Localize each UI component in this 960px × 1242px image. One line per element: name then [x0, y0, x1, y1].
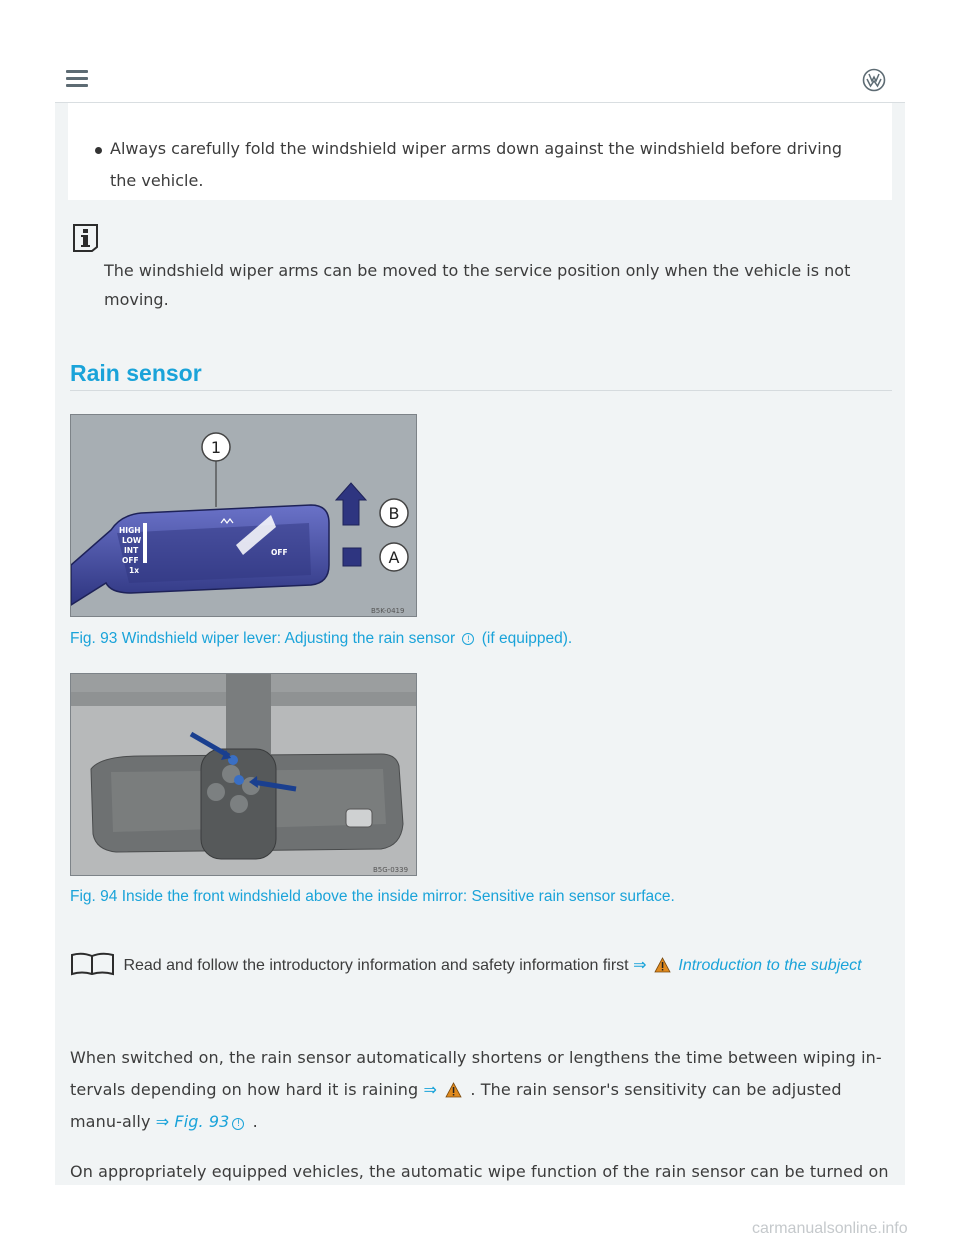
note-text: The windshield wiper arms can be moved to the service position only when the vehicle is not moving. — [104, 261, 851, 309]
figure-code: B5G-0339 — [373, 866, 409, 874]
button-label-a: A — [388, 548, 400, 567]
info-note-icon — [71, 223, 100, 253]
body-paragraph: When switched on, the rain sensor automatically shortens or lengthens the time between wiping in-tervals depending on how hard it is raining ⇒ . The rain sensor's sensitivity can be adjusted manu-ally ⇒ Fig. 93 ! . — [70, 1048, 882, 1131]
watermark: carmanualsonline.info — [752, 1220, 908, 1237]
lever-label-1x: 1x — [129, 566, 140, 575]
hamburger-menu-icon[interactable] — [66, 70, 88, 88]
caution-circle-icon: ! — [462, 633, 474, 645]
warning-triangle-icon — [654, 957, 671, 973]
wiper-lever-illustration — [71, 415, 417, 617]
book-icon — [70, 952, 115, 976]
warning-arrow-link[interactable]: ⇒ — [423, 1080, 437, 1099]
warning-triangle-icon — [445, 1082, 462, 1098]
lever-label-low: LOW — [122, 536, 142, 545]
lever-label-int: INT — [124, 546, 139, 555]
section-divider — [70, 390, 892, 391]
figure-93-caption: Fig. 93 Windshield wiper lever: Adjusting the rain sensor ! (if equipped). — [70, 630, 573, 647]
vw-logo-icon[interactable] — [862, 68, 886, 92]
caution-circle-icon: ! — [232, 1118, 244, 1130]
manual-page — [55, 0, 905, 1185]
figure-93-link[interactable]: ⇒ Fig. 93 — [155, 1112, 230, 1131]
figure-callout-1: 1 — [210, 438, 222, 457]
figure-code: B5K-0419 — [371, 607, 405, 615]
lever-label-off: OFF — [122, 556, 139, 565]
figure-93-wiper-lever — [70, 414, 417, 617]
figure-94-rain-sensor — [70, 673, 417, 876]
top-bar — [55, 0, 905, 103]
body-paragraph: On appropriately equipped vehicles, the automatic wipe function of the rain sensor can be turned on — [70, 1162, 889, 1181]
section-title: Rain sensor — [70, 360, 202, 386]
button-label-b: B — [388, 504, 400, 523]
mirror-sensor-illustration — [71, 674, 417, 876]
introduction-link[interactable]: Introduction to the subject — [678, 957, 862, 974]
lever-label-high: HIGH — [119, 526, 141, 535]
warning-box — [68, 103, 892, 200]
bullet-icon — [95, 147, 102, 154]
figure-94-caption: Fig. 94 Inside the front windshield above the inside mirror: Sensitive rain sensor surface. — [70, 888, 675, 905]
intro-paragraph: Read and follow the introductory information and safety information first ⇒ Introduction to the subject — [70, 952, 890, 979]
switch-label-off: OFF — [271, 548, 288, 557]
warning-item: Always carefully fold the windshield wiper arms down against the windshield before driving the vehicle. — [110, 139, 842, 190]
intro-arrow[interactable]: ⇒ — [633, 957, 647, 974]
